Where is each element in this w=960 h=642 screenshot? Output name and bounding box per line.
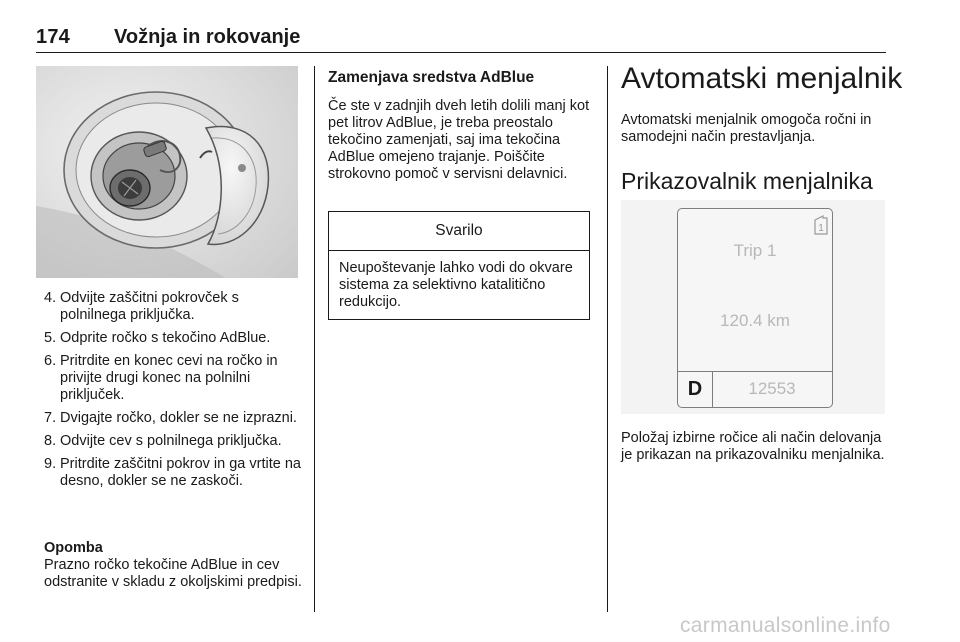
page-indicator-icon: [814, 215, 828, 235]
step-number: 9.: [44, 456, 57, 472]
section-title: Avtomatski menjalnik: [621, 62, 903, 95]
watermark: carmanualsonline.info: [680, 614, 891, 637]
step-item: [44, 410, 302, 427]
step-number: 8.: [44, 433, 57, 449]
note-text: Prazno ročko tekočine AdBlue in cev odstranite v skladu z okoljskimi predpisi.: [44, 557, 302, 590]
step-text: Pritrdite en konec cevi na ročko in privijte drugi konec na polnilni priključek.: [60, 353, 278, 403]
display-caption: Položaj izbirne ročice ali način delovanja je prikazan na prikazovalniku menjalnika.: [621, 430, 885, 463]
trip-value: 120.4 km: [720, 311, 790, 330]
trip-label: Trip 1: [733, 241, 777, 260]
note-title: Opomba: [44, 540, 103, 556]
step-item: [44, 330, 302, 347]
replacement-text: Če ste v zadnjih dveh letih dolili manj kot pet litrov AdBlue, je treba preostalo tekočino zamenjati, saj ima tekočina AdBlue omejeno trajanje. Poiščite strokovno pomoč v servisni delavnici.: [328, 98, 590, 182]
step-item: [44, 456, 302, 490]
step-text: Odvijte cev s polnilnega priključka.: [60, 433, 282, 449]
gear-indicator: D: [678, 372, 713, 408]
transmission-display-figure: [621, 200, 885, 414]
step-text: Dvigajte ročko, dokler se ne izprazni.: [60, 410, 297, 426]
step-item: [44, 353, 302, 404]
step-number: 4.: [44, 290, 57, 306]
fuel-filler-photo: [36, 66, 298, 278]
warning-box: [328, 211, 590, 320]
odometer-value: 12553: [748, 379, 796, 398]
gear-row: [678, 371, 832, 408]
step-item: [44, 433, 302, 450]
note-block: [44, 540, 306, 591]
page-header: [36, 26, 886, 52]
column-divider-2: [607, 66, 608, 612]
step-number: 7.: [44, 410, 57, 426]
step-number: 6.: [44, 353, 57, 369]
driver-info-display: [677, 208, 833, 408]
step-text: Odvijte zaščitni pokrovček s polnilnega priključka.: [60, 290, 239, 323]
page-number: 174: [36, 26, 70, 48]
warning-title: Svarilo: [329, 212, 589, 251]
warning-text: Neupoštevanje lahko vodi do okvare sistema za selektivno katalitično redukcijo.: [339, 260, 573, 310]
step-text: Pritrdite zaščitni pokrov in ga vrtite na desno, dokler se ne zaskoči.: [60, 456, 301, 489]
column-divider-1: [314, 66, 315, 612]
fuel-filler-illustration: [36, 66, 298, 278]
refill-steps: [44, 290, 302, 496]
step-item: [44, 290, 302, 324]
replacement-heading: Zamenjava sredstva AdBlue: [328, 69, 535, 86]
step-text: Odprite ročko s tekočino AdBlue.: [60, 330, 271, 346]
section-intro: Avtomatski menjalnik omogoča ročni in samodejni način prestavljanja.: [621, 112, 872, 145]
step-number: 5.: [44, 330, 57, 346]
subsection-title: Prikazovalnik menjalnika: [621, 168, 873, 194]
header-rule: [36, 52, 886, 53]
chapter-title: Vožnja in rokovanje: [114, 26, 301, 48]
page-indicator-number: 1: [818, 223, 824, 234]
